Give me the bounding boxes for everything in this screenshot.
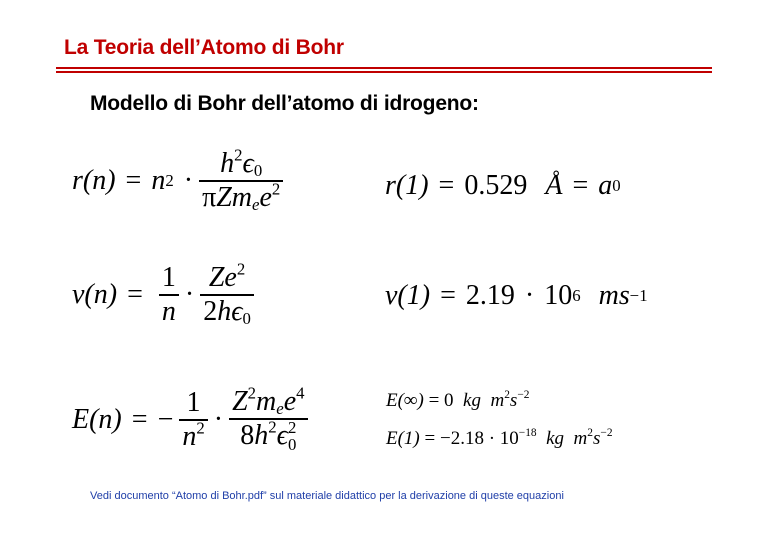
equals-sign: = xyxy=(125,164,142,196)
e-symbol: e xyxy=(283,386,297,417)
exponent: 2 xyxy=(236,259,246,279)
fraction-denominator xyxy=(179,418,207,453)
velocity-fraction xyxy=(200,259,254,328)
velocity-value-number: 2.19 xyxy=(465,280,515,311)
equals-sign: = xyxy=(131,404,148,436)
a-symbol: a xyxy=(598,170,613,201)
exponent: 2 xyxy=(268,416,277,436)
exponent: −18 xyxy=(518,427,537,440)
subscript: 0 xyxy=(253,161,263,181)
dot-operator: · xyxy=(524,280,535,311)
energy-ground-lhs: E(1) xyxy=(386,428,420,449)
unit-m: m xyxy=(598,280,619,311)
Z-symbol: Z xyxy=(216,181,232,213)
fraction-denominator xyxy=(199,178,283,214)
fraction-denominator: n xyxy=(161,295,176,327)
exponent: 2 xyxy=(247,383,257,403)
energy-ground-value: −2.18 xyxy=(439,428,484,449)
exponent: 2 xyxy=(234,145,243,165)
unit-s: s xyxy=(509,390,518,411)
m-symbol: m xyxy=(231,181,253,213)
equals-sign: = xyxy=(424,428,436,449)
title-rule-bottom xyxy=(56,71,712,73)
fraction-numerator xyxy=(217,145,265,181)
unit-m: m xyxy=(490,390,505,411)
exponent: 4 xyxy=(296,383,305,403)
equals-sign: = xyxy=(572,170,589,201)
h-symbol: h xyxy=(254,419,269,451)
subscript: 0 xyxy=(287,435,297,455)
e-symbol: e xyxy=(224,262,237,293)
eight-symbol: 8 xyxy=(240,419,255,451)
fraction-numerator: 1 xyxy=(186,387,201,419)
slide-title: La Teoria dell’Atomo di Bohr xyxy=(64,36,344,59)
one-over-n2-fraction xyxy=(179,387,207,453)
dot-operator: · xyxy=(183,164,194,196)
equals-sign: = xyxy=(127,278,143,310)
subscript: 0 xyxy=(242,308,251,328)
epsilon-symbol: ϵ xyxy=(231,295,243,327)
velocity-equation xyxy=(72,259,260,328)
h-symbol: h xyxy=(217,295,232,327)
slide-subtitle: Modello di Bohr dell’atomo di idrogeno: xyxy=(90,92,479,115)
one-over-n-fraction xyxy=(159,262,179,328)
exponent: 2 xyxy=(271,178,281,198)
power-base: 10 xyxy=(544,280,573,311)
equals-sign: = xyxy=(428,390,440,411)
n-symbol: n xyxy=(182,420,197,452)
fraction-numerator xyxy=(206,259,248,294)
fraction-denominator xyxy=(200,296,254,328)
radius-value-lhs: r(1) xyxy=(385,170,429,201)
two-symbol: 2 xyxy=(203,295,218,327)
pi-symbol: π xyxy=(202,181,217,213)
subscript: e xyxy=(252,194,260,214)
subscript: e xyxy=(276,399,284,419)
energy-infinity-value: 0 xyxy=(444,390,454,411)
m-symbol: m xyxy=(256,386,277,417)
energy-ground-equation xyxy=(386,428,613,450)
energy-lhs: E(n) xyxy=(72,404,122,436)
e-symbol: e xyxy=(259,181,272,213)
power-base: 10 xyxy=(499,428,519,449)
epsilon-symbol: ϵ xyxy=(242,148,254,179)
title-rule-top xyxy=(56,67,712,69)
energy-infinity-lhs: E(∞) xyxy=(386,390,424,411)
footnote-reference: Vedi documento “Atomo di Bohr.pdf” sul materiale didattico per la derivazione di queste equazioni xyxy=(90,490,564,502)
velocity-value-lhs: v(1) xyxy=(385,280,431,311)
radius-lhs: r(n) xyxy=(72,164,116,196)
energy-fraction xyxy=(229,383,307,455)
n-symbol: n xyxy=(151,164,166,196)
radius-equation: r(n) = n 2 · $\frac{h^2\epsilon_0}{\pi Zm_ee^2}$ xyxy=(72,148,289,214)
exponent: 2 xyxy=(587,427,593,440)
Z-symbol: Z xyxy=(208,262,225,293)
velocity-lhs: v(n) xyxy=(72,278,118,310)
exponent: 2 xyxy=(196,418,205,438)
fraction-numerator: 1 xyxy=(161,262,176,293)
exponent: −2 xyxy=(600,427,613,440)
unit-m: m xyxy=(573,428,588,449)
dot-operator: · xyxy=(213,404,224,436)
energy-infinity-equation xyxy=(386,390,529,412)
equals-sign: = xyxy=(438,170,455,201)
exponent: −2 xyxy=(517,389,530,402)
fraction-numerator xyxy=(229,383,307,419)
unit-s: s xyxy=(592,428,601,449)
epsilon-symbol: ϵ xyxy=(276,419,288,451)
angstrom-unit: Å xyxy=(545,170,563,201)
fraction-denominator xyxy=(237,416,299,455)
unit-kg: kg xyxy=(463,390,481,411)
velocity-value-equation: v(1) = 2.19 · 10 6 m s −1 xyxy=(385,280,648,311)
minus-sign: − xyxy=(157,404,174,436)
unit-kg: kg xyxy=(546,428,565,449)
h-symbol: h xyxy=(220,148,235,179)
dot-operator: · xyxy=(184,278,195,310)
exponent: 2 xyxy=(504,389,510,402)
radius-fraction xyxy=(199,145,283,214)
unit-s: s xyxy=(618,280,630,311)
dot-operator: · xyxy=(488,428,496,449)
radius-value-number: 0.529 xyxy=(464,170,528,201)
equals-sign: = xyxy=(440,280,456,311)
energy-equation xyxy=(72,383,314,455)
exponent: 2 xyxy=(287,418,297,438)
radius-value-equation: r(1) = 0.529 Å = a 0 xyxy=(385,170,621,201)
Z-symbol: Z xyxy=(232,386,248,417)
